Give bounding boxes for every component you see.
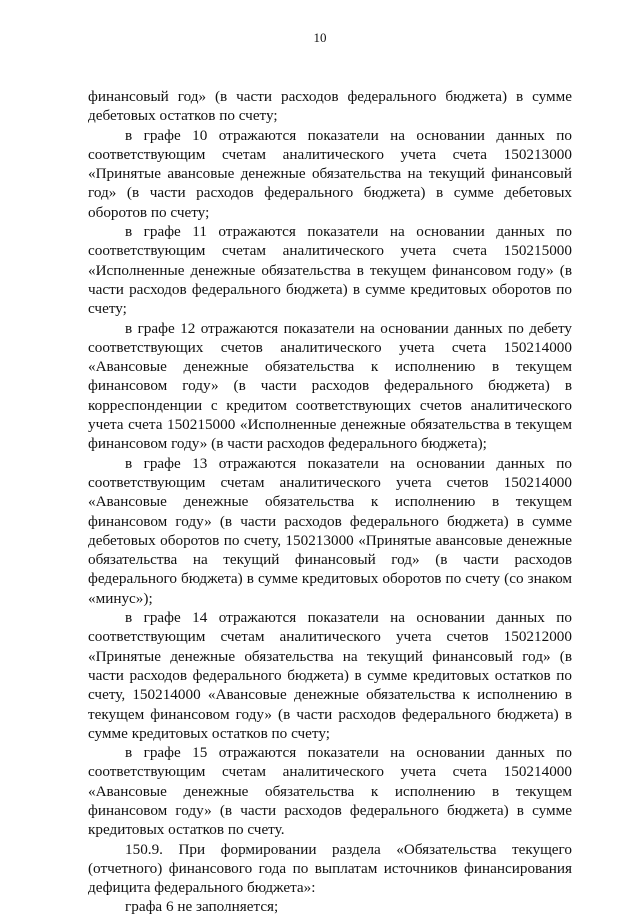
paragraph-column-11: в графе 11 отражаются показатели на основании данных по соответствующим счетам аналитического учета счета 150215000 «Исполненные денежные обязательства в текущем финансовом году» (в части расходов федерального бюджета) в сумме кредитовых оборотов по счету; [88,223,572,318]
paragraph-column-13: в графе 13 отражаются показатели на основании данных по соответствующим счетам аналитического учета счетов 150214000 «Авансовые денежные обязательства к исполнению в текущем финансовом году» (в части расходов федерального бюджета) в сумме дебетовых оборотов по счету, 150213000 «Принятые авансовые денежные обязательства на текущий финансовый год» (в части расходов федерального бюджета) в сумме кредитовых оборотов по счету (со знаком «минус»); [88,454,572,607]
paragraph-section-150-9: 150.9. При формировании раздела «Обязательства текущего (отчетного) финансового года по выплатам источников финансирования дефицита федерального бюджета»: [88,840,572,897]
paragraph-column-15: в графе 15 отражаются показатели на основании данных по соответствующим счетам аналитического учета счета 150214000 «Авансовые денежные обязательства к исполнению в текущем финансовом году» (в части расходов федерального бюджета) в сумме кредитовых остатков по счету. [88,744,572,839]
paragraph-column-12: в графе 12 отражаются показатели на основании данных по дебету соответствующих счетов аналитического учета счета 150214000 «Авансовые денежные обязательства к исполнению в текущем финансовом году» (в части расходов федерального бюджета) в корреспонденции с кредитом соответствующих счетов аналитического учета счета 150215000 «Исполненные денежные обязательства в текущем финансовом году» (в части расходов федерального бюджета); [88,319,572,453]
document-body [88,87,572,917]
paragraph-column-14: в графе 14 отражаются показатели на основании данных по соответствующим счетам аналитического учета счетов 150212000 «Принятые денежные обязательства на текущий финансовый год» (в части расходов федерального бюджета) в сумме кредитовых остатков по счету, 150214000 «Авансовые денежные обязательства к исполнению в текущем финансовом году» (в части расходов федерального бюджета) в сумме кредитовых остатков по счету; [88,609,572,742]
paragraph-continuation: финансовый год» (в части расходов федерального бюджета) в сумме дебетовых остатков по счету; [88,88,572,125]
paragraph-column-6: графа 6 не заполняется; [125,898,279,916]
page-number: 10 [313,30,327,45]
paragraph-column-10: в графе 10 отражаются показатели на основании данных по соответствующим счетам аналитического учета счета 150213000 «Принятые авансовые денежные обязательства на текущий финансовый год» (в части расходов федерального бюджета) в сумме дебетовых оборотов по счету; [88,126,572,221]
